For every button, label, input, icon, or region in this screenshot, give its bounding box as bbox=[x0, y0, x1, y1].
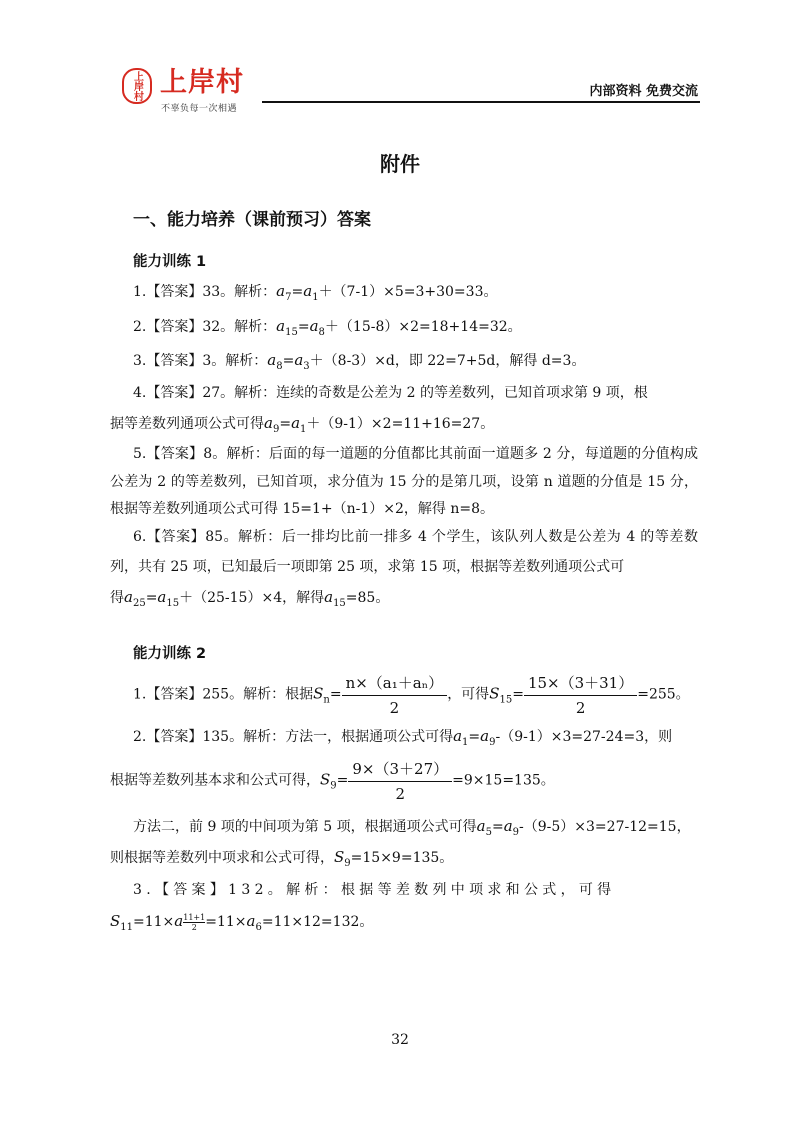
header-rule bbox=[262, 101, 700, 103]
formula-fraction: $\frac{\text{n×（a₁＋aₙ）}}{2}$ bbox=[342, 672, 448, 717]
formula-fraction: $\frac{9\times(3+27)}{2}$ bbox=[348, 758, 452, 803]
answer-item: 1.【答案】255。解析：根据$S_n=$ $\frac{\text{n×（a₁＋aₙ）}}{2}$ ，可得$S_{15}=$ $\frac{15\times(3+31)}{2}$ =255。 bbox=[133, 674, 690, 717]
answer-item: 方法二，前 9 项的中间项为第 5 项，根据通项公式可得$a_5=a_9-(9-5)\times 3=27-12=15$， bbox=[133, 817, 691, 838]
answer-item: 1.【答案】33。解析：$a_7=a_1+(7-1)\times 5=3+30=33$。 bbox=[133, 282, 498, 303]
answer-item-line: 得$a_{25}=a_{15}+(25-15)\times 4$，解得$a_{15}=85$。 bbox=[110, 588, 390, 609]
seal-text: 上岸村 bbox=[131, 71, 143, 101]
answer-item: 2.【答案】32。解析：$a_{15}=a_8+(15-8)\times 2=18+14=32$。 bbox=[133, 317, 522, 338]
answer-item-line: $S_{11}=11\times a$ $_{\frac{11+1}{2}}$ $=11\times a_6=11\times 12=132$。 bbox=[110, 912, 374, 933]
answer-item: 2.【答案】135。解析：方法一，根据通项公式可得$a_1=a_9-(9-1)\times 3=27-24=3$，则 bbox=[133, 727, 673, 748]
answer-item-line: 根据等差数列基本求和公式可得，$S_9=$ $\frac{9\times(3+27)}{2}$ =9×15=135。 bbox=[110, 760, 555, 803]
answer-item: 6.【答案】85。解析：后一排均比前一排多 4 个学生，该队列人数是公差为 4 的等差数列，共有 25 项，已知最后一项即第 25 项，求第 15 项，根据等差数列通项公式可 bbox=[110, 529, 698, 575]
subsection-heading-2: 能力训练 2 bbox=[133, 646, 207, 662]
answer-item: 3.【答案】132。解析：根据等差数列中项求和公式，可得 bbox=[133, 882, 616, 898]
answer-item-line: 据等差数列通项公式可得$a_9=a_1+(9-1)\times 2=11+16=27$。 bbox=[110, 414, 495, 435]
formula-fraction: $\frac{15\times(3+31)}{2}$ bbox=[524, 672, 637, 717]
answer-item-line: 4.【答案】27。解析：连续的奇数是公差为 2 的等差数列，已知首项求第 9 项，根 bbox=[133, 385, 648, 401]
page-number: 32 bbox=[391, 1032, 409, 1048]
section-heading: 一、能力培养（课前预习）答案 bbox=[133, 210, 371, 230]
page-title: 附件 bbox=[380, 152, 420, 176]
brand-slogan: 不辜负每一次相遇 bbox=[161, 104, 238, 114]
subsection-heading-1: 能力训练 1 bbox=[133, 254, 207, 270]
answer-item: 5.【答案】8。解析：后面的每一道题的分值都比其前面一道题多 2 分，每道题的分值构成公差为 2 的等差数列，已知首项，求分值为 15 分的是第几项，设第 n 道题的分值是 15 分，根据等差数列通项公式可得 15=1+（n-1）×2，解得 n=8。 bbox=[110, 446, 698, 517]
brand-name: 上岸村 bbox=[160, 67, 244, 98]
answer-item: 3.【答案】3。解析：$a_8=a_3+(8-3)\times d$，即 22=7+5d，解得 d=3。 bbox=[133, 351, 586, 372]
answer-item-line: 则根据等差数列中项求和公式可得，$S_9=15\times 9=135$。 bbox=[110, 848, 454, 869]
header-note: 内部资料 免费交流 bbox=[589, 84, 698, 99]
brand-seal-logo bbox=[122, 68, 152, 104]
